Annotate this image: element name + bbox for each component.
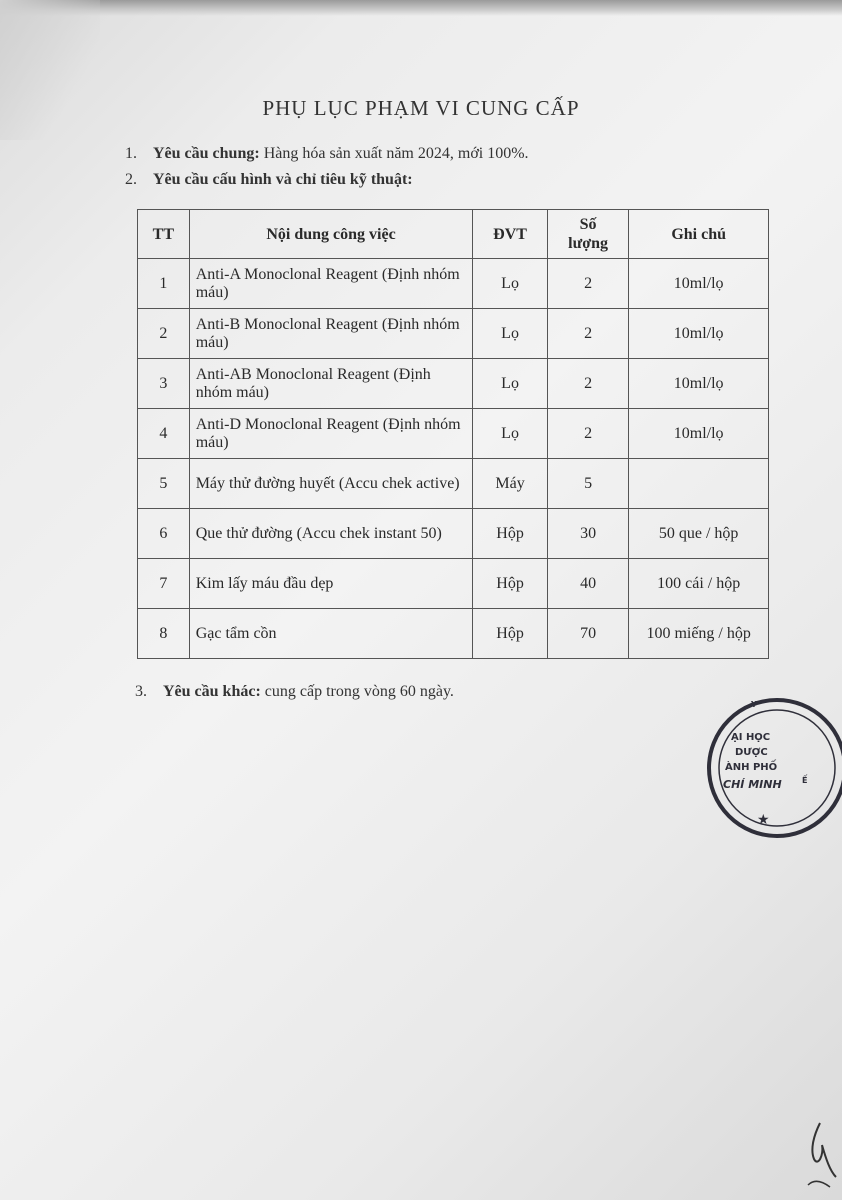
cell-unit: Máy bbox=[473, 459, 548, 509]
cell-note: 50 que / hộp bbox=[629, 509, 769, 559]
cell-quantity: 2 bbox=[547, 259, 628, 309]
cell-quantity: 70 bbox=[547, 609, 628, 659]
cell-unit: Hộp bbox=[473, 559, 548, 609]
cell-tt: 3 bbox=[138, 359, 190, 409]
table-row bbox=[138, 309, 769, 359]
table-header-row bbox=[138, 210, 769, 259]
header-quantity bbox=[547, 210, 628, 259]
requirement-text: cung cấp trong vòng 60 ngày. bbox=[264, 683, 454, 700]
stamp-top-letter: Y bbox=[751, 700, 757, 709]
cell-tt: 2 bbox=[138, 309, 190, 359]
cell-note: 10ml/lọ bbox=[629, 259, 769, 309]
page-title: PHỤ LỤC PHẠM VI CUNG CẤP bbox=[262, 96, 580, 120]
cell-quantity: 2 bbox=[547, 359, 628, 409]
stamp-line-4: CHÍ MINH bbox=[723, 778, 782, 791]
requirement-1 bbox=[125, 145, 529, 163]
requirement-text: Hàng hóa sản xuất năm 2024, mới 100%. bbox=[263, 145, 529, 162]
table-body bbox=[138, 259, 769, 659]
cell-quantity: 30 bbox=[547, 509, 628, 559]
requirement-label: Yêu cầu cấu hình và chỉ tiêu kỹ thuật: bbox=[153, 171, 413, 188]
header-quantity-line2: lượng bbox=[568, 235, 608, 252]
requirement-number: 2. bbox=[125, 171, 137, 188]
cell-content: Anti-B Monoclonal Reagent (Định nhóm máu) bbox=[189, 309, 473, 359]
cell-note: 100 miếng / hộp bbox=[629, 609, 769, 659]
cell-note: 10ml/lọ bbox=[629, 359, 769, 409]
stamp-line-3: ÀNH PHỐ bbox=[725, 762, 778, 773]
cell-tt: 8 bbox=[138, 609, 190, 659]
cell-content: Anti-D Monoclonal Reagent (Định nhóm máu) bbox=[189, 409, 473, 459]
cell-note: 10ml/lọ bbox=[629, 409, 769, 459]
header-content: Nội dung công việc bbox=[189, 210, 473, 259]
official-stamp bbox=[705, 688, 842, 848]
table-row bbox=[138, 259, 769, 309]
requirement-label: Yêu cầu chung: bbox=[153, 145, 260, 162]
cell-tt: 4 bbox=[138, 409, 190, 459]
stamp-line-2: DƯỢC bbox=[735, 747, 768, 758]
cell-unit: Hộp bbox=[473, 509, 548, 559]
table-row bbox=[138, 509, 769, 559]
cell-tt: 6 bbox=[138, 509, 190, 559]
cell-content: Anti-A Monoclonal Reagent (Định nhóm máu) bbox=[189, 259, 473, 309]
requirement-number: 1. bbox=[125, 145, 137, 162]
header-note: Ghi chú bbox=[629, 210, 769, 259]
cell-quantity: 2 bbox=[547, 309, 628, 359]
cell-note: 100 cái / hộp bbox=[629, 559, 769, 609]
requirement-number: 3. bbox=[135, 683, 147, 700]
requirement-3 bbox=[135, 683, 454, 701]
cell-content: Kim lấy máu đầu dẹp bbox=[189, 559, 473, 609]
table-row bbox=[138, 359, 769, 409]
stamp-side-letter: Ế bbox=[802, 776, 808, 785]
table-row bbox=[138, 409, 769, 459]
cell-unit: Lọ bbox=[473, 409, 548, 459]
cell-quantity: 2 bbox=[547, 409, 628, 459]
cell-quantity: 5 bbox=[547, 459, 628, 509]
table-row bbox=[138, 559, 769, 609]
cell-content: Que thử đường (Accu chek instant 50) bbox=[189, 509, 473, 559]
cell-unit: Lọ bbox=[473, 259, 548, 309]
cell-content: Máy thử đường huyết (Accu chek active) bbox=[189, 459, 473, 509]
signature-icon bbox=[800, 1115, 842, 1200]
table-row bbox=[138, 459, 769, 509]
page-top-shadow bbox=[0, 0, 842, 16]
table-row bbox=[138, 609, 769, 659]
cell-quantity: 40 bbox=[547, 559, 628, 609]
header-tt: TT bbox=[138, 210, 190, 259]
cell-unit: Lọ bbox=[473, 309, 548, 359]
cell-tt: 1 bbox=[138, 259, 190, 309]
requirement-label: Yêu cầu khác: bbox=[163, 683, 261, 700]
cell-unit: Hộp bbox=[473, 609, 548, 659]
cell-note bbox=[629, 459, 769, 509]
header-quantity-line1: Số bbox=[579, 216, 597, 233]
header-unit: ĐVT bbox=[473, 210, 548, 259]
specification-table bbox=[137, 209, 769, 659]
cell-content: Gạc tẩm cồn bbox=[189, 609, 473, 659]
cell-unit: Lọ bbox=[473, 359, 548, 409]
cell-tt: 5 bbox=[138, 459, 190, 509]
requirement-2 bbox=[125, 171, 413, 189]
cell-tt: 7 bbox=[138, 559, 190, 609]
cell-note: 10ml/lọ bbox=[629, 309, 769, 359]
stamp-line-1: ẠI HỌC bbox=[731, 732, 771, 743]
cell-content: Anti-AB Monoclonal Reagent (Định nhóm máu) bbox=[189, 359, 473, 409]
svg-text:★: ★ bbox=[757, 812, 770, 828]
